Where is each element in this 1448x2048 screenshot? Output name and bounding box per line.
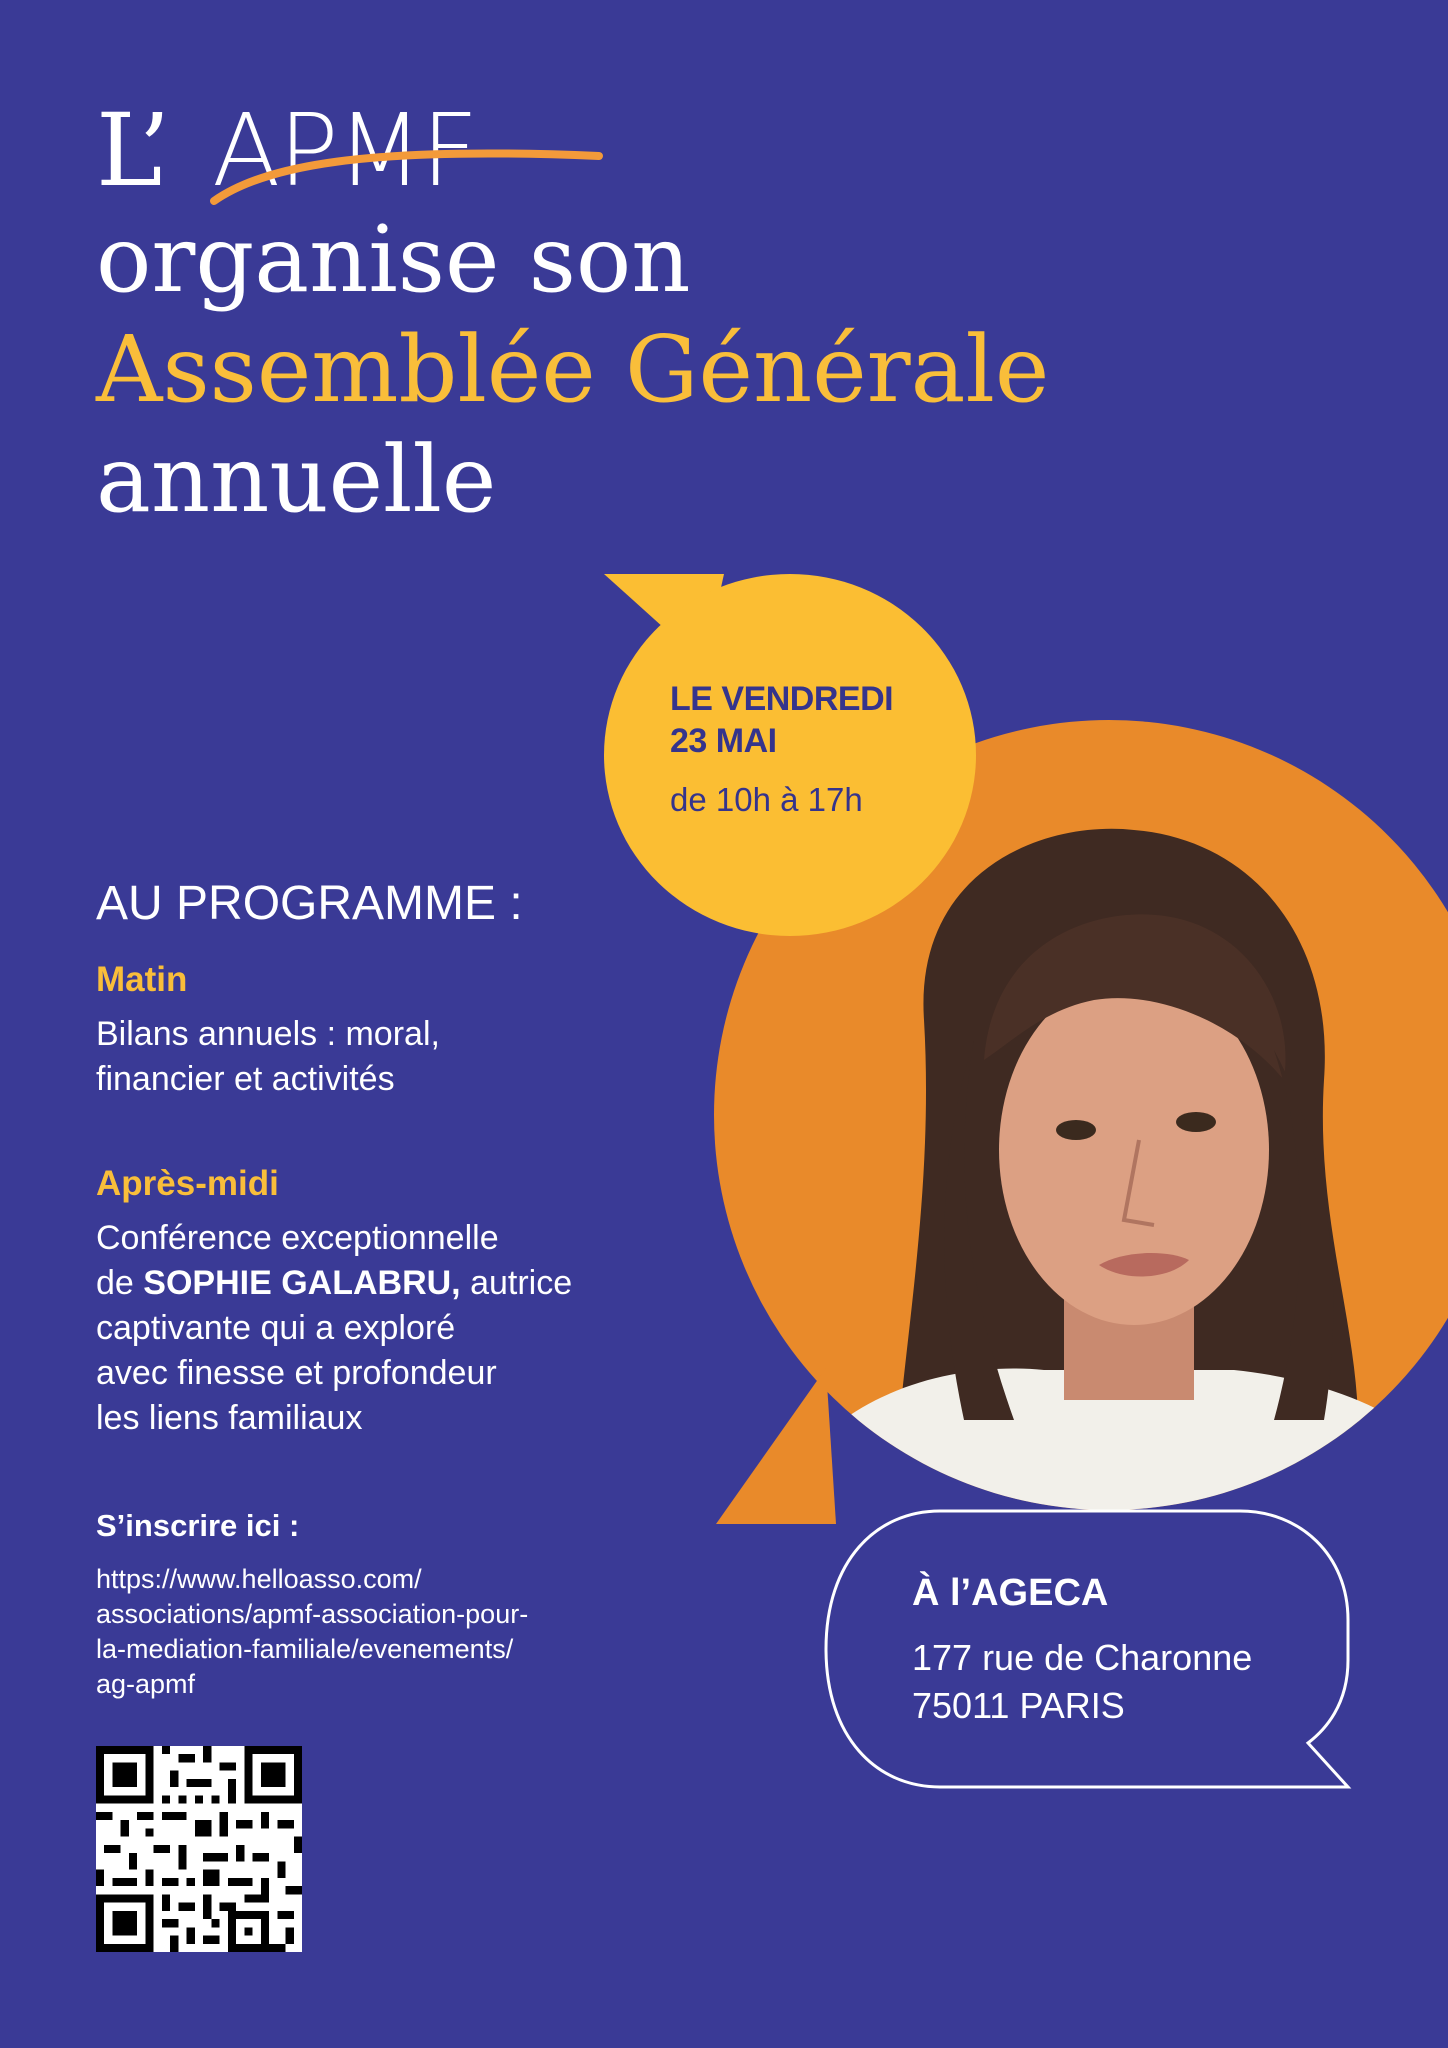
headline-line-1: organise son [96,206,691,313]
url-line[interactable]: https://www.helloasso.com/ [96,1564,422,1594]
url-line[interactable]: la-mediation-familiale/evenements/ [96,1634,514,1664]
registration-link[interactable] [96,1562,616,1702]
afternoon-text [96,1216,572,1441]
programme-title: AU PROGRAMME : [96,877,523,930]
headline-line-2: Assemblée Générale [96,316,1050,423]
afternoon-line-speaker [96,1261,572,1306]
venue-street: 177 rue de Charonne [912,1637,1253,1678]
qr-code[interactable] [96,1746,302,1952]
apmf-logo [96,92,596,209]
afternoon-line: avec finesse et profondeur [96,1354,497,1392]
afternoon-line: les liens familiaux [96,1399,363,1437]
afternoon-line: Conférence exceptionnelle [96,1219,499,1257]
qr-code-icon [96,1746,302,1952]
afternoon-line: captivante qui a exploré [96,1309,456,1347]
afternoon-label: Après-midi [96,1164,279,1203]
date-time: de 10h à 17h [670,781,863,818]
url-line[interactable]: associations/apmf-association-pour- [96,1599,529,1629]
morning-label: Matin [96,960,188,999]
date-day: LE VENDREDI [670,680,894,718]
venue-name: À l’AGECA [912,1572,1109,1614]
morning-line: Bilans annuels : moral, [96,1015,440,1053]
morning-text [96,1012,440,1102]
registration-label: S’inscrire ici : [96,1508,300,1543]
logo-swoosh-icon [204,126,604,206]
headline-line-3: annuelle [96,426,497,533]
url-line[interactable]: ag-apmf [96,1669,196,1699]
logo-prefix: L’ [96,92,171,209]
date-date: 23 MAI [670,722,777,760]
speaker-name: SOPHIE GALABRU, [143,1264,461,1302]
photo-bubble-tail [716,1368,836,1528]
venue-city: 75011 PARIS [912,1685,1125,1726]
logo-wordmark: APMF [212,92,477,209]
afternoon-suffix: autrice [460,1264,573,1302]
date-info [670,678,893,820]
morning-line: financier et activités [96,1060,395,1098]
afternoon-prefix: de [96,1264,144,1302]
